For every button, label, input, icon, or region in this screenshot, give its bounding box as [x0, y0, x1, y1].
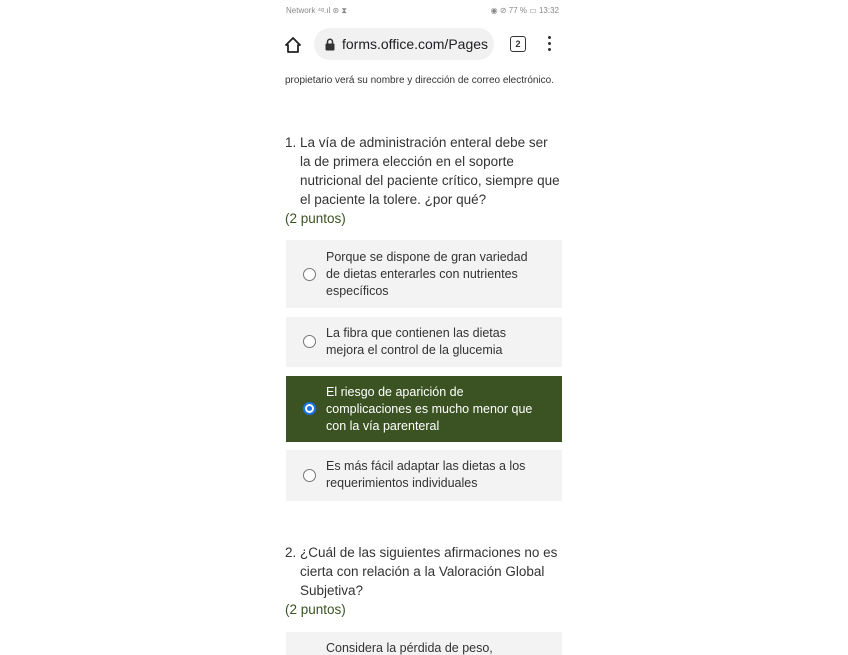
option-label: La fibra que contienen las dietas mejora el control de la glucemia	[326, 326, 506, 357]
question-1	[285, 133, 560, 228]
radio-button[interactable]	[303, 268, 316, 281]
overflow-menu-icon[interactable]	[548, 36, 552, 52]
home-icon[interactable]	[284, 36, 302, 54]
address-bar[interactable]	[314, 28, 494, 60]
status-left: Network ⁴ᵍ.ıl ⊛ ⧗	[286, 6, 348, 15]
question-number: 1.	[285, 135, 297, 150]
question-points: (2 puntos)	[285, 602, 346, 617]
browser-toolbar	[275, 26, 573, 64]
option-2-1[interactable]	[286, 632, 562, 655]
question-text: ¿Cuál de las siguientes afirmaciones no es cierta con relación a la Valoración Global Subjetiva?	[300, 545, 558, 598]
status-right: ◉ ⊘ 77 % ▭ 13:32	[490, 6, 559, 15]
option-label: Es más fácil adaptar las dietas a los requerimientos individuales	[326, 459, 526, 490]
tab-switcher-button[interactable]: 2	[510, 36, 526, 52]
option-label: Considera la pérdida de peso,	[326, 641, 493, 655]
question-points: (2 puntos)	[285, 211, 346, 226]
option-label: Porque se dispone de gran variedad de dietas enterarles con nutrientes específicos	[326, 250, 528, 298]
option-1-3[interactable]	[286, 376, 562, 442]
question-number: 2.	[285, 545, 297, 560]
status-bar	[275, 0, 573, 22]
option-1-1[interactable]	[286, 240, 562, 308]
radio-button[interactable]	[303, 469, 316, 482]
radio-button[interactable]	[303, 335, 316, 348]
phone-screen	[275, 0, 573, 655]
option-label: El riesgo de aparición de complicaciones es mucho menor que con la vía parenteral	[326, 385, 533, 433]
option-1-4[interactable]	[286, 450, 562, 501]
url-text: forms.office.com/Pages	[342, 36, 489, 52]
question-text: La vía de administración enteral debe ser la de primera elección en el soporte nutricional del paciente crítico, siempre que el paciente la tolere. ¿por qué?	[300, 135, 560, 207]
question-2	[285, 543, 560, 619]
option-1-2[interactable]	[286, 317, 562, 367]
intro-text: propietario verá su nombre y dirección de correo electrónico.	[285, 75, 555, 86]
radio-button-selected[interactable]	[303, 402, 316, 415]
lock-icon	[324, 38, 336, 51]
